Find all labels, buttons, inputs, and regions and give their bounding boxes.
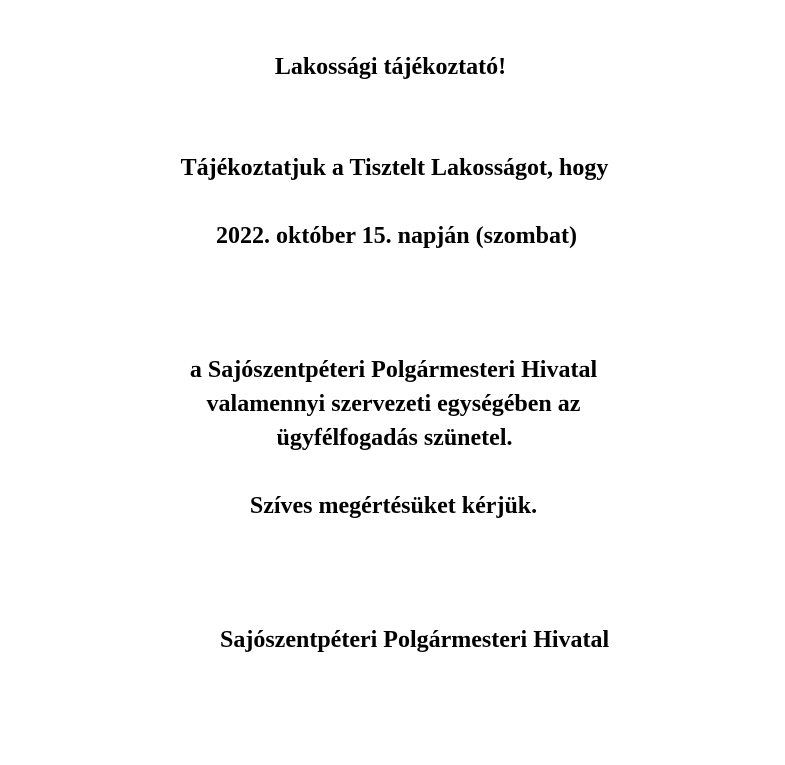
body-line-suspended: ügyfélfogadás szünetel.	[276, 425, 513, 451]
document-title: Lakossági tájékoztató!	[274, 54, 507, 80]
date-line: 2022. október 15. napján (szombat)	[216, 223, 577, 249]
intro-line: Tájékoztatjuk a Tisztelt Lakosságot, hogy	[180, 155, 609, 181]
body-line-units: valamennyi szervezeti egységében az	[206, 391, 581, 417]
closing-line: Szíves megértésüket kérjük.	[249, 493, 538, 519]
body-line-office: a Sajószentpéteri Polgármesteri Hivatal	[189, 357, 598, 383]
signature: Sajószentpéteri Polgármesteri Hivatal	[220, 627, 610, 653]
